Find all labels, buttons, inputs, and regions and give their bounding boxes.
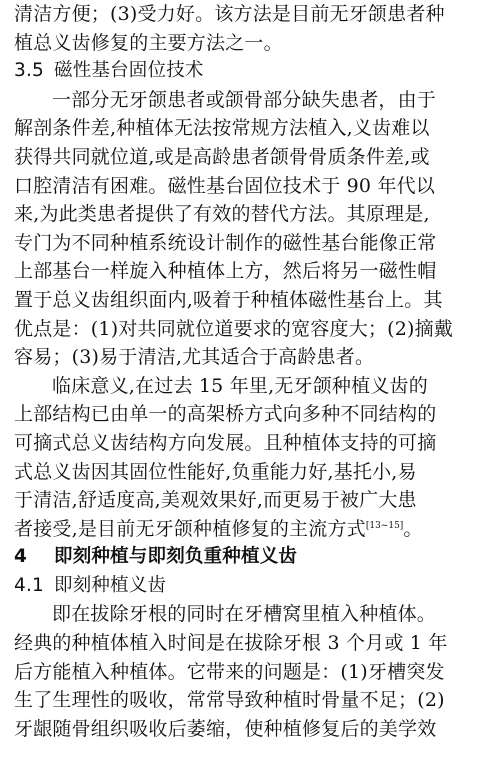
text-line: 经典的种植体植入时间是在拔除牙根 3 个月或 1 年 bbox=[14, 632, 448, 655]
section-title: 即刻种植义齿 bbox=[54, 574, 167, 596]
text-line: 一部分无牙颌患者或颌骨部分缺失患者，由于 bbox=[52, 88, 437, 111]
section-title: 即刻种植与即刻负重种植义齿 bbox=[54, 546, 298, 568]
text-line: 植总义齿修复的主要方法之一。 bbox=[14, 31, 283, 54]
text-line: 可摘式总义齿结构方向发展。且种植体支持的可摘 bbox=[14, 431, 437, 454]
section-number: 4 bbox=[14, 546, 28, 568]
text-line: 生了生理性的吸收，常常导致种植时骨量不足；(2) bbox=[14, 689, 445, 712]
section-number: 4.1 bbox=[14, 574, 45, 596]
text-line: 专门为不同种植系统设计制作的磁性基台能像正常 bbox=[14, 231, 437, 254]
text-line: 口腔清洁有困难。磁性基台固位技术于 90 年代以 bbox=[14, 174, 436, 197]
text-line: 临床意义,在过去 15 年里,无牙颌种植义齿的 bbox=[52, 374, 428, 397]
citation-reference: [13~15] bbox=[365, 520, 404, 531]
text-line: 上部基台一样旋入种植体上方，然后将另一磁性帽 bbox=[14, 260, 437, 283]
text-line: 来,为此类患者提供了有效的替代方法。其原理是, bbox=[14, 203, 430, 226]
section-number: 3.5 bbox=[14, 60, 45, 82]
text-line: 获得共同就位道,或是高龄患者颌骨骨质条件差,或 bbox=[14, 145, 430, 168]
text-line: 优点是：(1)对共同就位道要求的宽容度大；(2)摘戴 bbox=[14, 317, 454, 340]
text-fragment: 者接受,是目前无牙颌种植修复的主流方式 bbox=[14, 517, 366, 540]
text-line: 牙龈随骨组织吸收后萎缩，使种植修复后的美学效 bbox=[14, 717, 437, 740]
text-line: 置于总义齿组织面内,吸着于种植体磁性基台上。其 bbox=[14, 288, 443, 311]
text-line: 解剖条件差,种植体无法按常规方法植入,义齿难以 bbox=[14, 117, 430, 140]
section-heading-3-5 bbox=[14, 57, 484, 86]
text-line: 清洁方便；(3)受力好。该方法是目前无牙颌患者种 bbox=[14, 3, 445, 25]
section-title: 磁性基台固位技术 bbox=[54, 60, 204, 82]
text-fragment: 。 bbox=[403, 517, 423, 540]
section-heading-4-1 bbox=[14, 572, 484, 601]
text-line: 容易；(3)易于清洁,尤其适合于高龄患者。 bbox=[14, 346, 375, 369]
document-page bbox=[14, 0, 484, 743]
text-line: 于清洁,舒适度高,美观效果好,而更易于被广大患 bbox=[14, 489, 417, 512]
text-line: 后方能植入种植体。它带来的问题是：(1)牙槽突发 bbox=[14, 660, 445, 683]
section-heading-4 bbox=[14, 543, 484, 572]
text-line: 上部结构已由单一的高架桥方式向多种不同结构的 bbox=[14, 403, 437, 426]
text-line: 即在拔除牙根的同时在牙槽窝里植入种植体。 bbox=[52, 603, 437, 626]
text-line-with-citation bbox=[14, 515, 484, 544]
text-line: 式总义齿因其固位性能好,负重能力好,基托小,易 bbox=[14, 460, 417, 483]
